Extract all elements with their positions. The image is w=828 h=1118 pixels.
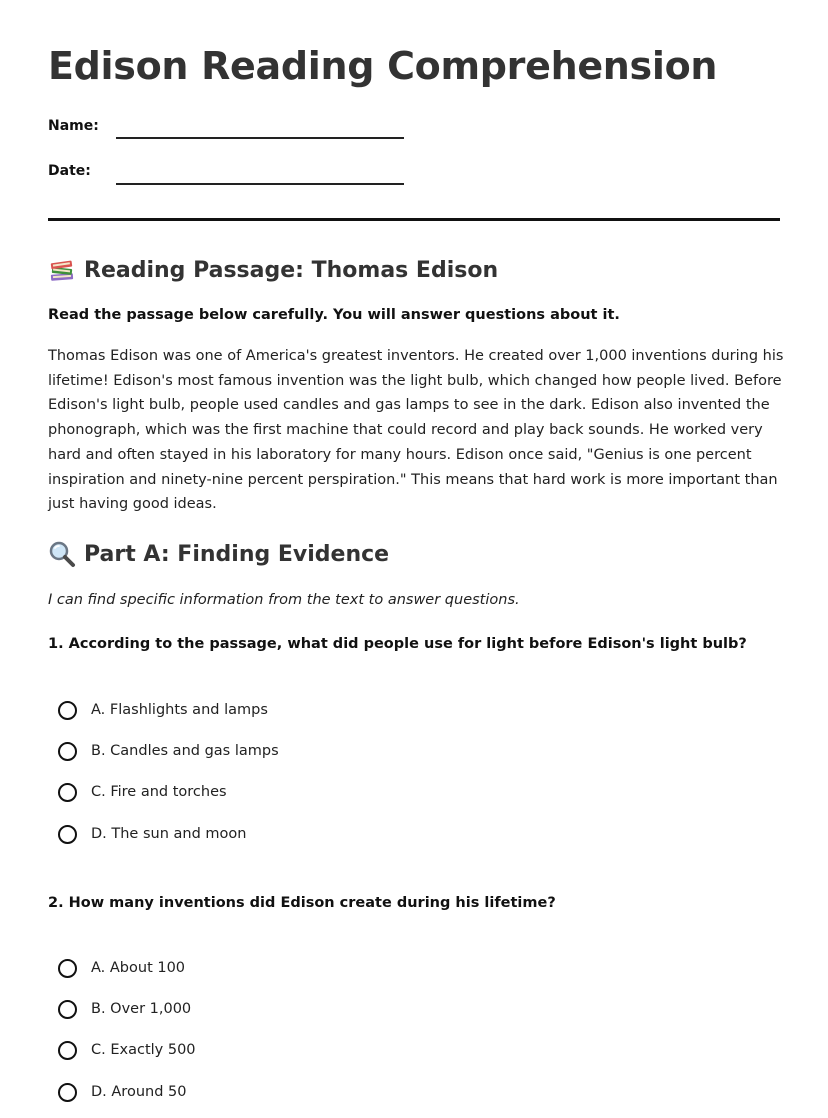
question-2-option-c[interactable] (58, 1038, 196, 1062)
radio-button[interactable] (58, 742, 77, 761)
name-field[interactable] (116, 137, 404, 139)
page-title: Edison Reading Comprehension (48, 44, 718, 88)
radio-button[interactable] (58, 1000, 77, 1019)
header-divider (48, 218, 780, 221)
option-label: C. Exactly 500 (91, 1042, 196, 1058)
question-2-option-a[interactable] (58, 956, 185, 980)
question-1-option-c[interactable] (58, 780, 227, 804)
part-a-heading (48, 540, 389, 568)
question-2-prompt: 2. How many inventions did Edison create during his lifetime? (48, 895, 556, 911)
passage-instructions: Read the passage below carefully. You will answer questions about it. (48, 307, 620, 323)
learning-goal: I can find specific information from the text to answer questions. (48, 592, 520, 608)
radio-button[interactable] (58, 1083, 77, 1102)
radio-button[interactable] (58, 701, 77, 720)
question-1-option-b[interactable] (58, 739, 279, 763)
radio-button[interactable] (58, 1041, 77, 1060)
option-label: A. Flashlights and lamps (91, 702, 268, 718)
date-field[interactable] (116, 183, 404, 185)
radio-button[interactable] (58, 825, 77, 844)
question-1-prompt: 1. According to the passage, what did people use for light before Edison's light bulb? (48, 636, 747, 652)
magnifying-glass-icon (48, 540, 76, 568)
date-label: Date: (48, 163, 91, 179)
radio-button[interactable] (58, 959, 77, 978)
option-label: B. Over 1,000 (91, 1001, 192, 1017)
option-label: D. Around 50 (91, 1084, 187, 1100)
radio-button[interactable] (58, 783, 77, 802)
question-2-option-b[interactable] (58, 997, 191, 1021)
option-label: A. About 100 (91, 960, 186, 976)
books-icon (48, 256, 76, 284)
passage-heading (48, 256, 498, 284)
option-label: C. Fire and torches (91, 784, 227, 800)
passage-heading-text: Reading Passage: Thomas Edison (84, 257, 499, 283)
question-2-option-d[interactable] (58, 1080, 186, 1104)
question-1-option-a[interactable] (58, 698, 268, 722)
option-label: D. The sun and moon (91, 826, 247, 842)
question-1-option-d[interactable] (58, 822, 246, 846)
reading-passage: Thomas Edison was one of America's greatest inventors. He created over 1,000 inventions during his lifetime! Edison's most famous invention was the light bulb, which changed how people lived. Before Edison's light bulb, people used candles and gas lamps to see in the dark. Edison also invented the phonograph, which was the first machine that could record and play back sounds. He worked very hard and often stayed in his laboratory for many hours. Edison once said, "Genius is one percent inspiration and ninety-nine percent perspiration." This means that hard work is more important than just having good ideas. (48, 348, 784, 513)
option-label: B. Candles and gas lamps (91, 743, 279, 759)
part-a-heading-text: Part A: Finding Evidence (84, 541, 390, 567)
name-label: Name: (48, 118, 99, 134)
